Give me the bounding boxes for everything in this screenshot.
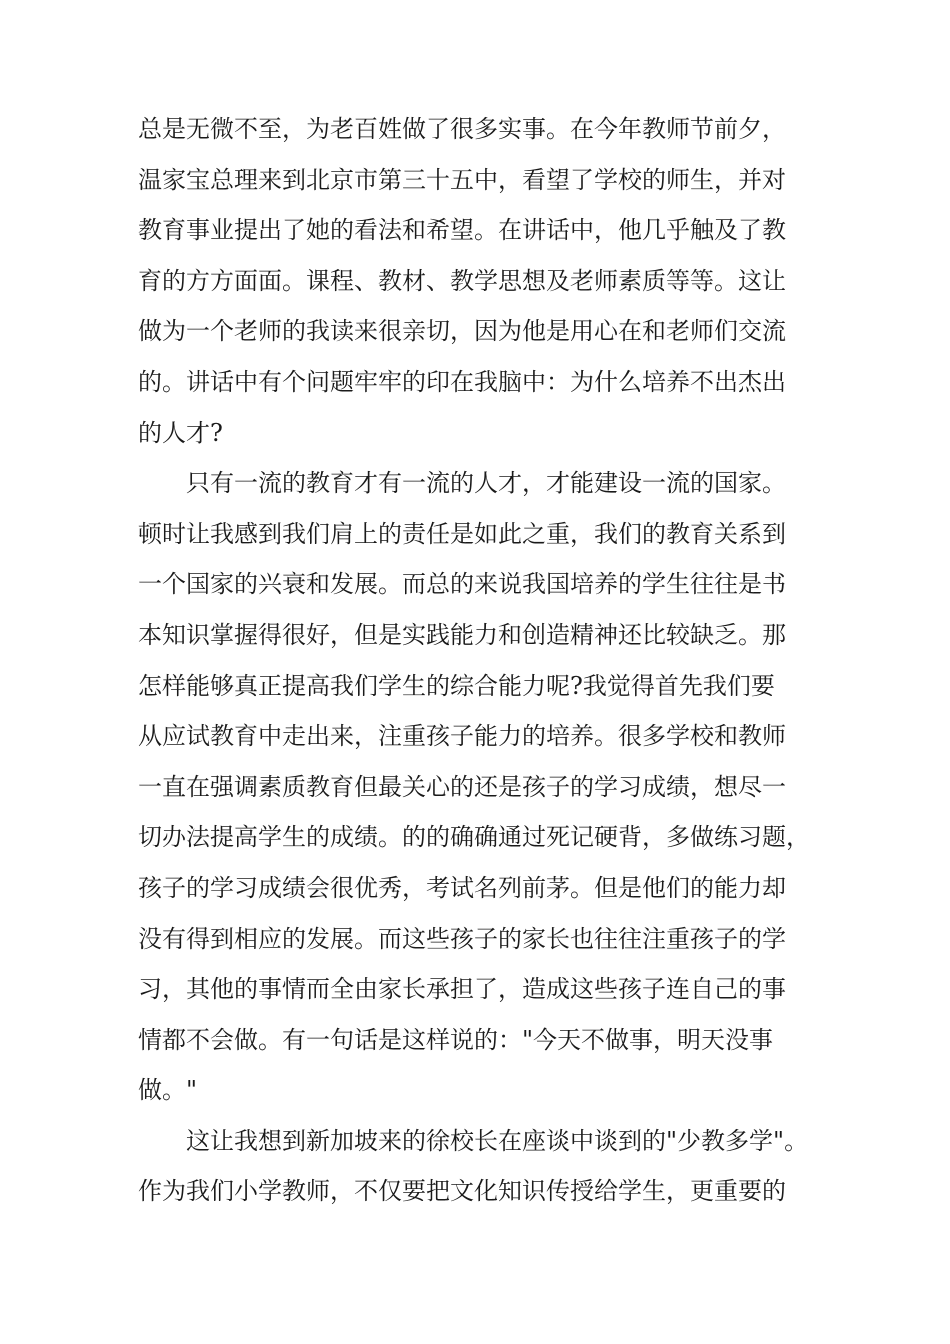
paragraph [138, 458, 838, 1116]
text-line: 一直在强调素质教育但最关心的还是孩子的学习成绩，想尽一 [138, 772, 786, 801]
text-line: 顿时让我感到我们肩上的责任是如此之重，我们的教育关系到 [138, 519, 786, 548]
paragraph [138, 104, 838, 458]
text-line: 育的方方面面。课程、教材、教学思想及老师素质等等。这让 [138, 266, 786, 295]
text-line: 从应试教育中走出来，注重孩子能力的培养。很多学校和教师 [138, 722, 786, 751]
text-line: 的人才? [138, 418, 223, 447]
text-line: 孩子的学习成绩会很优秀，考试名列前茅。但是他们的能力却 [138, 873, 786, 902]
text-line: 做。" [138, 1076, 198, 1105]
text-line: 教育事业提出了她的看法和希望。在讲话中，他几乎触及了教 [138, 216, 786, 245]
text-line: 作为我们小学教师，不仅要把文化知识传授给学生，更重要的 [138, 1177, 786, 1206]
text-line: 总是无微不至，为老百姓做了很多实事。在今年教师节前夕， [138, 115, 786, 143]
text-line: 本知识掌握得很好，但是实践能力和创造精神还比较缺乏。那 [138, 620, 786, 649]
text-line: 怎样能够真正提高我们学生的综合能力呢?我觉得首先我们要 [138, 671, 775, 700]
text-line: 切办法提高学生的成绩。的的确确通过死记硬背，多做练习题， [138, 823, 810, 852]
text-line: 习，其他的事情而全由家长承担了，造成这些孩子连自己的事 [138, 975, 786, 1004]
text-line: 情都不会做。有一句话是这样说的："今天不做事，明天没事 [138, 1025, 774, 1054]
text-line: 的。讲话中有个问题牢牢的印在我脑中：为什么培养不出杰出 [138, 367, 786, 396]
text-line: 没有得到相应的发展。而这些孩子的家长也往往注重孩子的学 [138, 924, 786, 953]
text-line: 只有一流的教育才有一流的人才，才能建设一流的国家。 [186, 469, 786, 498]
text-line: 一个国家的兴衰和发展。而总的来说我国培养的学生往往是书 [138, 570, 786, 599]
document-body [138, 104, 838, 1217]
text-line: 这让我想到新加坡来的徐校长在座谈中谈到的"少教多学"。 [186, 1126, 809, 1155]
paragraph [138, 1116, 838, 1217]
text-line: 温家宝总理来到北京市第三十五中，看望了学校的师生，并对 [138, 165, 786, 194]
text-line: 做为一个老师的我读来很亲切，因为他是用心在和老师们交流 [138, 317, 786, 346]
